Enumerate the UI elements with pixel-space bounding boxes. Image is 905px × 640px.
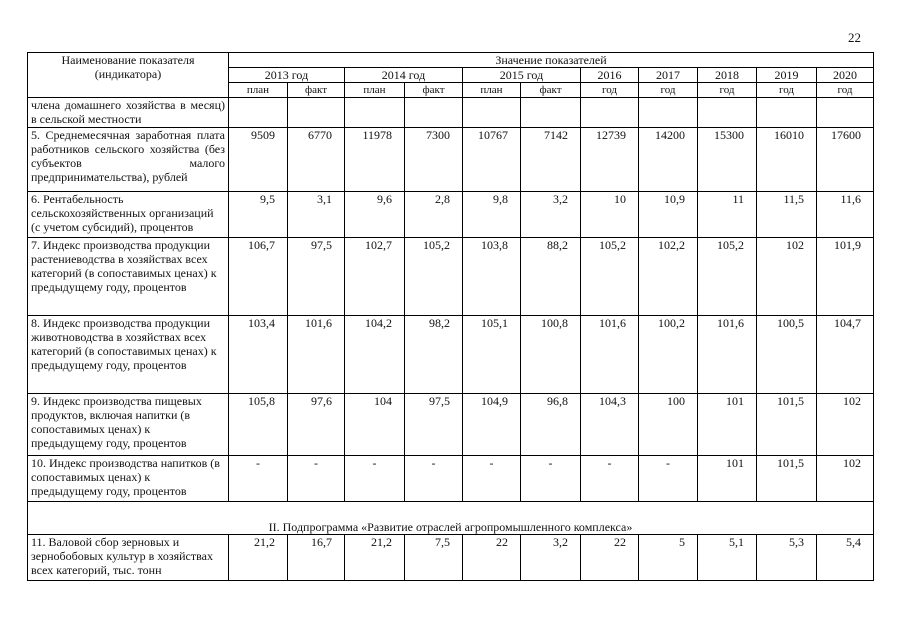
indicator-value: 98,2 [405, 316, 463, 394]
indicator-value: 105,2 [698, 238, 757, 316]
indicator-value: 101,6 [288, 316, 345, 394]
table-row [28, 394, 874, 456]
indicator-value: - [521, 456, 581, 502]
indicator-value: 102 [817, 394, 874, 456]
indicator-name: 8. Индекс производства продукции животноводства в хозяйствах всех категорий (в сопоставимых ценах) к предыдущему году, процентов [28, 316, 229, 394]
indicator-value: 9,8 [463, 192, 521, 238]
indicator-value: 22 [463, 535, 521, 581]
header-sub: год [757, 83, 817, 98]
table-row [28, 238, 874, 316]
indicator-name: 9. Индекс производства пищевых продуктов, включая напитки (в сопоставимых ценах) к предыдущему году, процентов [28, 394, 229, 456]
indicator-name: 6. Рентабельность сельскохозяйственных организаций (с учетом субсидий), процентов [28, 192, 229, 238]
header-year: 2014 год [345, 68, 463, 83]
indicator-value: - [463, 456, 521, 502]
header-year: 2015 год [463, 68, 581, 83]
indicator-value: 10767 [463, 128, 521, 192]
indicator-value: 97,6 [288, 394, 345, 456]
indicator-value: 10,9 [639, 192, 698, 238]
indicator-value: 21,2 [229, 535, 288, 581]
indicator-value [698, 98, 757, 128]
indicator-value: 9,5 [229, 192, 288, 238]
indicator-value: 105,2 [405, 238, 463, 316]
header-sub: год [581, 83, 639, 98]
indicator-table [27, 52, 874, 581]
table-row [28, 192, 874, 238]
indicator-value: 11978 [345, 128, 405, 192]
indicator-value: 105,1 [463, 316, 521, 394]
indicator-value: 2,8 [405, 192, 463, 238]
indicator-value: 102 [757, 238, 817, 316]
indicator-value: - [345, 456, 405, 502]
indicator-value [405, 98, 463, 128]
indicator-value: 3,1 [288, 192, 345, 238]
indicator-value: 3,2 [521, 535, 581, 581]
indicator-value: 100,2 [639, 316, 698, 394]
indicator-value: 101,5 [757, 456, 817, 502]
indicator-value: 88,2 [521, 238, 581, 316]
indicator-value: 104,3 [581, 394, 639, 456]
indicator-value: 104,7 [817, 316, 874, 394]
indicator-value: 104,9 [463, 394, 521, 456]
indicator-value: 16,7 [288, 535, 345, 581]
indicator-value: 5 [639, 535, 698, 581]
page-number: 22 [848, 30, 861, 45]
indicator-value: 100 [639, 394, 698, 456]
indicator-value [639, 98, 698, 128]
indicator-value: 101,9 [817, 238, 874, 316]
header-sub: факт [521, 83, 581, 98]
header-year: 2016 [581, 68, 639, 83]
table-row [28, 128, 874, 192]
indicator-value [521, 98, 581, 128]
indicator-value: 22 [581, 535, 639, 581]
indicator-name: 11. Валовой сбор зерновых и зернобобовых культур в хозяйствах всех категорий, тыс. тонн [28, 535, 229, 581]
indicator-value: 102 [817, 456, 874, 502]
header-year: 2019 [757, 68, 817, 83]
indicator-value: 104,2 [345, 316, 405, 394]
indicator-value: 101,6 [698, 316, 757, 394]
indicator-name: 5. Среднемесячная заработная плата работников сельского хозяйства (без субъектов малого предпринимательства), рублей [28, 128, 229, 192]
indicator-value: 106,7 [229, 238, 288, 316]
indicator-value: 16010 [757, 128, 817, 192]
table-row [28, 98, 874, 128]
indicator-value: 101,6 [581, 316, 639, 394]
indicator-value: 12739 [581, 128, 639, 192]
indicator-value: 5,4 [817, 535, 874, 581]
indicator-value: - [229, 456, 288, 502]
header-sub: год [698, 83, 757, 98]
indicator-value: 104 [345, 394, 405, 456]
indicator-value: 10 [581, 192, 639, 238]
indicator-value: 96,8 [521, 394, 581, 456]
indicator-value: - [288, 456, 345, 502]
header-year: 2017 [639, 68, 698, 83]
indicator-value: 5,3 [757, 535, 817, 581]
indicator-value: 105,2 [581, 238, 639, 316]
header-year: 2013 год [229, 68, 345, 83]
indicator-value: 14200 [639, 128, 698, 192]
header-sub: год [817, 83, 874, 98]
indicator-name: 10. Индекс производства напитков (в сопоставимых ценах) к предыдущему году, процентов [28, 456, 229, 502]
header-sub: план [463, 83, 521, 98]
indicator-value: 97,5 [405, 394, 463, 456]
indicator-value [817, 98, 874, 128]
indicator-value: 15300 [698, 128, 757, 192]
indicator-value: 101 [698, 456, 757, 502]
table-row [28, 535, 874, 581]
indicator-value [757, 98, 817, 128]
indicator-value: 6770 [288, 128, 345, 192]
header-values: Значение показателей [229, 53, 874, 68]
indicator-value: 5,1 [698, 535, 757, 581]
indicator-value: 97,5 [288, 238, 345, 316]
indicator-value: 101,5 [757, 394, 817, 456]
indicator-value: 102,7 [345, 238, 405, 316]
header-sub: факт [405, 83, 463, 98]
indicator-name: 7. Индекс производства продукции растениеводства в хозяйствах всех категорий (в сопоставимых ценах) к предыдущему году, процентов [28, 238, 229, 316]
header-year: 2018 [698, 68, 757, 83]
table-row [28, 316, 874, 394]
section-title: II. Подпрограмма «Развитие отраслей агропромышленного комплекса» [28, 502, 874, 535]
indicator-value [288, 98, 345, 128]
indicator-value: 11,5 [757, 192, 817, 238]
indicator-value: 7142 [521, 128, 581, 192]
indicator-value: 103,4 [229, 316, 288, 394]
indicator-value: 3,2 [521, 192, 581, 238]
indicator-value: 17600 [817, 128, 874, 192]
header-sub: план [345, 83, 405, 98]
indicator-value: 11,6 [817, 192, 874, 238]
indicator-value: 101 [698, 394, 757, 456]
indicator-value: 7300 [405, 128, 463, 192]
indicator-value: 7,5 [405, 535, 463, 581]
header-year: 2020 [817, 68, 874, 83]
header-sub: план [229, 83, 288, 98]
header-sub: год [639, 83, 698, 98]
indicator-value: 105,8 [229, 394, 288, 456]
indicator-value [463, 98, 521, 128]
indicator-value: 103,8 [463, 238, 521, 316]
header-name: Наименование показателя (индикатора) [28, 53, 229, 98]
indicator-value: - [581, 456, 639, 502]
indicator-value: - [405, 456, 463, 502]
indicator-value: 21,2 [345, 535, 405, 581]
table-row [28, 456, 874, 502]
indicator-value: 9509 [229, 128, 288, 192]
indicator-value [229, 98, 288, 128]
indicator-value [581, 98, 639, 128]
indicator-value: 100,5 [757, 316, 817, 394]
indicator-value: 11 [698, 192, 757, 238]
indicator-value: 9,6 [345, 192, 405, 238]
indicator-name: члена домашнего хозяйства в месяц) в сельской местности [28, 98, 229, 128]
indicator-value: - [639, 456, 698, 502]
indicator-value [345, 98, 405, 128]
header-sub: факт [288, 83, 345, 98]
indicator-value: 102,2 [639, 238, 698, 316]
indicator-value: 100,8 [521, 316, 581, 394]
